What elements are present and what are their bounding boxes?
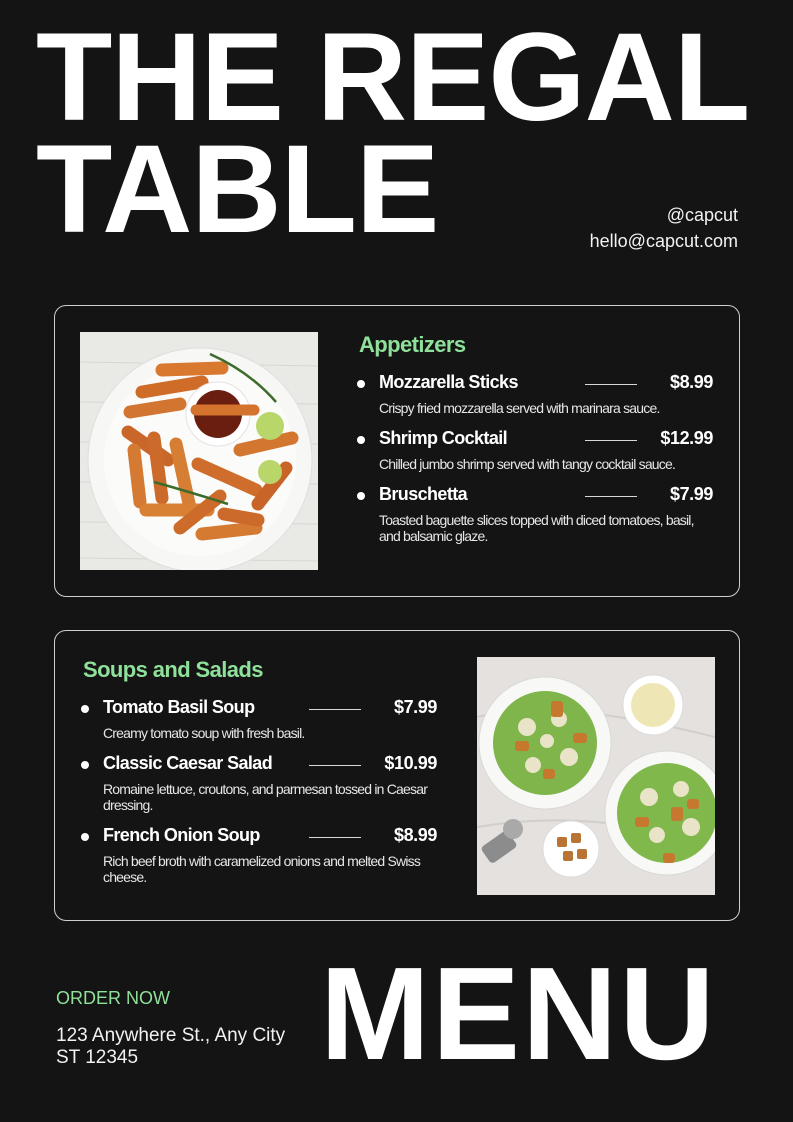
item-name: Shrimp Cocktail: [379, 428, 508, 448]
contact-email[interactable]: hello@capcut.com: [589, 231, 738, 251]
bullet-icon: [357, 436, 365, 444]
item-description: Crispy fried mozzarella served with marinara sauce.: [379, 400, 660, 416]
appetizers-card: [54, 305, 740, 597]
address: 123 Anywhere St., Any City ST 12345: [56, 1025, 286, 1068]
divider: [309, 709, 361, 710]
menu-item: [81, 825, 443, 885]
item-price: $12.99: [660, 428, 713, 448]
menu-item: [357, 428, 719, 472]
item-name: Bruschetta: [379, 484, 468, 504]
social-handle[interactable]: @capcut: [666, 205, 738, 225]
section-title: Appetizers: [359, 332, 466, 357]
bullet-icon: [357, 380, 365, 388]
item-price: $8.99: [669, 372, 713, 392]
item-description: Creamy tomato soup with fresh basil.: [103, 725, 305, 741]
divider: [309, 837, 361, 838]
order-now-label[interactable]: ORDER NOW: [56, 988, 170, 1008]
item-description: Romaine lettuce, croutons, and parmesan tossed in Caesar dressing.: [103, 781, 428, 813]
divider: [585, 496, 637, 497]
menu-item: [357, 372, 719, 416]
title-line-2: TABLE: [36, 120, 439, 259]
contact-info: [590, 202, 738, 254]
mozzarella-sticks-photo: [80, 332, 318, 570]
bullet-icon: [81, 705, 89, 713]
divider: [585, 384, 637, 385]
soups-salads-card: [54, 630, 740, 921]
title-line-1: THE REGAL: [36, 8, 750, 147]
menu-item: [81, 697, 443, 741]
item-description: Toasted baguette slices topped with diced tomatoes, basil, and balsamic glaze.: [379, 512, 694, 544]
item-price: $7.99: [669, 484, 713, 504]
bullet-icon: [81, 833, 89, 841]
section-title: Soups and Salads: [83, 657, 263, 682]
menu-item: [357, 484, 719, 544]
divider: [585, 440, 637, 441]
item-price: $8.99: [393, 825, 437, 845]
menu-heading: MENU: [320, 940, 717, 1087]
item-name: Mozzarella Sticks: [379, 372, 518, 392]
bullet-icon: [81, 761, 89, 769]
divider: [309, 765, 361, 766]
item-price: $10.99: [384, 753, 437, 773]
item-description: Rich beef broth with caramelized onions and melted Swiss cheese.: [103, 853, 421, 885]
item-name: Tomato Basil Soup: [103, 697, 255, 717]
item-name: French Onion Soup: [103, 825, 260, 845]
item-price: $7.99: [393, 697, 437, 717]
appetizers-section: [357, 332, 719, 556]
item-description: Chilled jumbo shrimp served with tangy cocktail sauce.: [379, 456, 676, 472]
caesar-salad-photo: [477, 657, 715, 895]
bullet-icon: [357, 492, 365, 500]
menu-item: [81, 753, 443, 813]
item-name: Classic Caesar Salad: [103, 753, 273, 773]
soups-salads-section: [81, 657, 443, 897]
